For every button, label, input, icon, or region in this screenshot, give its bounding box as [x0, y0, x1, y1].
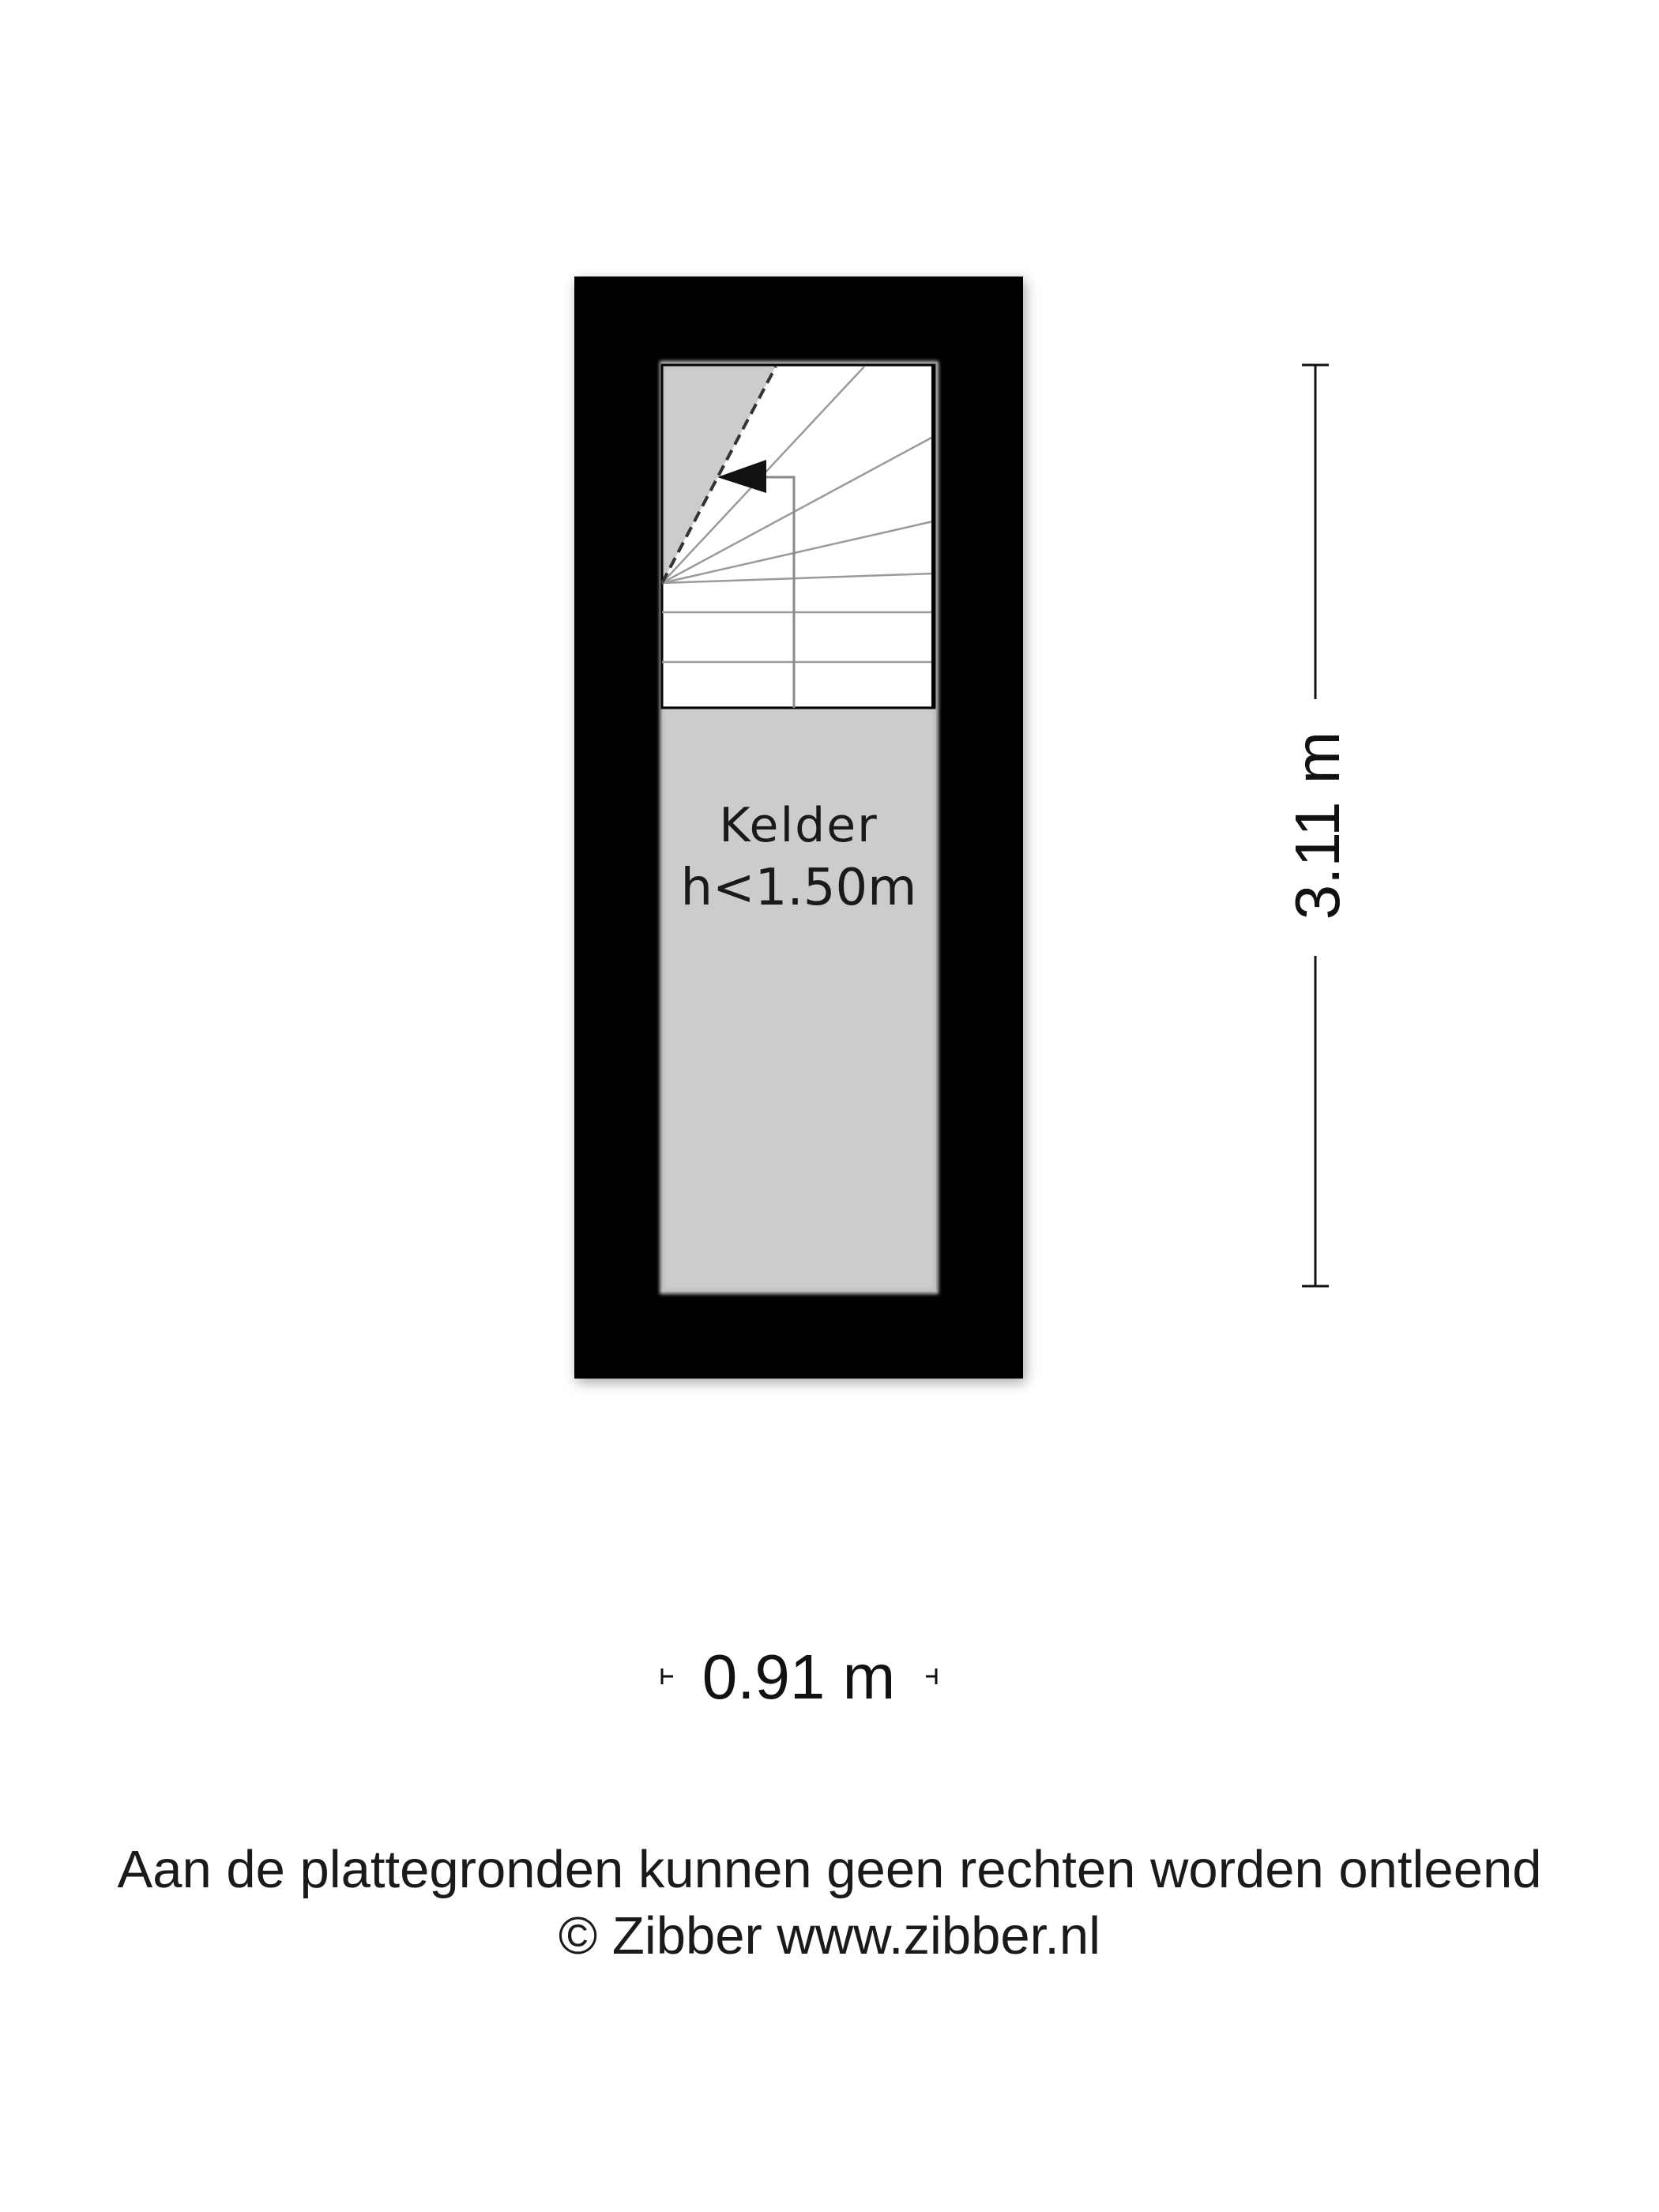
height-dimension-label: 3.11 m — [1282, 731, 1352, 920]
width-dimension-label: 0.91 m — [702, 1642, 896, 1712]
room-name: Kelder — [719, 798, 878, 853]
disclaimer-text: Aan de plattegronden kunnen geen rechten worden ontleend — [117, 1840, 1542, 1899]
copyright-text: © Zibber www.zibber.nl — [558, 1906, 1101, 1966]
footer — [0, 1837, 1659, 1969]
room-height-note: h<1.50m — [680, 859, 917, 917]
